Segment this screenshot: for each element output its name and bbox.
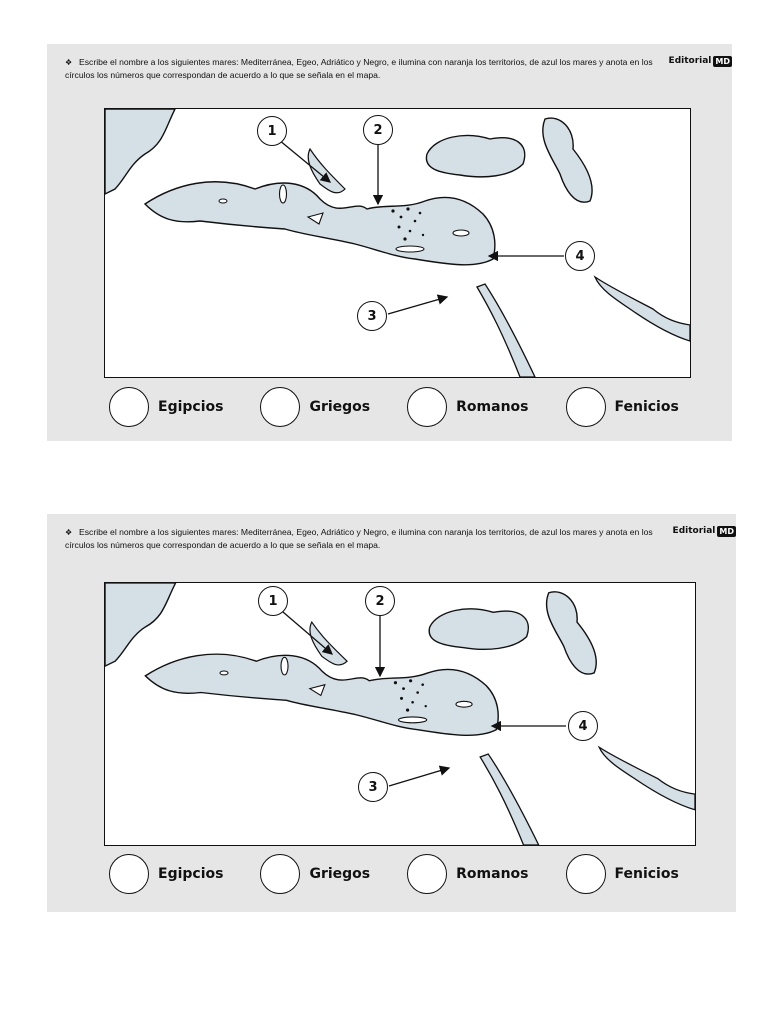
answer-label-griegos: Griegos: [309, 399, 371, 415]
answer-circle-egipcios[interactable]: [109, 387, 149, 427]
answer-circle-griegos[interactable]: [260, 854, 300, 894]
answer-romanos: [407, 854, 528, 894]
answer-circle-egipcios[interactable]: [109, 854, 149, 894]
callout-3: 3: [358, 772, 388, 802]
answer-fenicios: [566, 387, 679, 427]
instruction-body: Escribe el nombre a los siguientes mares: Mediterránea, Egeo, Adriático y Negro, e ilumina con naranja los territorios, de azul los mares y anota en los círculos los números que correspondan de acuerdo a lo que se señala en el mapa.: [65, 527, 653, 550]
answer-fenicios: [566, 854, 679, 894]
callout-3: 3: [357, 301, 387, 331]
answer-label-fenicios: Fenicios: [614, 399, 679, 415]
answer-circle-fenicios[interactable]: [566, 854, 606, 894]
answer-griegos: [260, 854, 370, 894]
diamond-bullet-icon: ❖: [65, 528, 73, 537]
answer-griegos: [260, 387, 370, 427]
answer-label-romanos: Romanos: [456, 866, 529, 882]
publisher-mark: MD: [719, 526, 734, 536]
publisher-name: Editorial: [672, 526, 716, 536]
callout-1: 1: [257, 116, 287, 146]
answer-circle-romanos[interactable]: [407, 387, 447, 427]
callout-arrows: [47, 44, 732, 441]
answer-egipcios: [109, 387, 223, 427]
answer-romanos: [407, 387, 528, 427]
answer-label-romanos: Romanos: [456, 399, 529, 415]
instruction-body: Escribe el nombre a los siguientes mares: Mediterránea, Egeo, Adriático y Negro, e ilumina con naranja los territorios, de azul los mares y anota en los círculos los números que correspondan de acuerdo a lo que se señala en el mapa.: [65, 57, 653, 80]
answer-label-egipcios: Egipcios: [158, 399, 224, 415]
callout-arrows: [47, 514, 736, 912]
answer-circle-romanos[interactable]: [407, 854, 447, 894]
answer-circle-griegos[interactable]: [260, 387, 300, 427]
answer-row: [109, 854, 716, 894]
callout-4: 4: [565, 241, 595, 271]
worksheet-copy-2: [47, 514, 736, 912]
worksheet-copy-1: [47, 44, 732, 441]
answer-label-griegos: Griegos: [309, 866, 371, 882]
answer-circle-fenicios[interactable]: [566, 387, 606, 427]
publisher-name: Editorial: [668, 56, 712, 66]
callout-1: 1: [258, 586, 288, 616]
callout-2: 2: [365, 586, 395, 616]
callout-4: 4: [568, 711, 598, 741]
answer-row: [109, 387, 716, 427]
answer-egipcios: [109, 854, 223, 894]
diamond-bullet-icon: ❖: [65, 58, 73, 67]
answer-label-egipcios: Egipcios: [158, 866, 224, 882]
callout-2: 2: [363, 115, 393, 145]
publisher-mark: MD: [715, 56, 730, 66]
answer-label-fenicios: Fenicios: [614, 866, 679, 882]
